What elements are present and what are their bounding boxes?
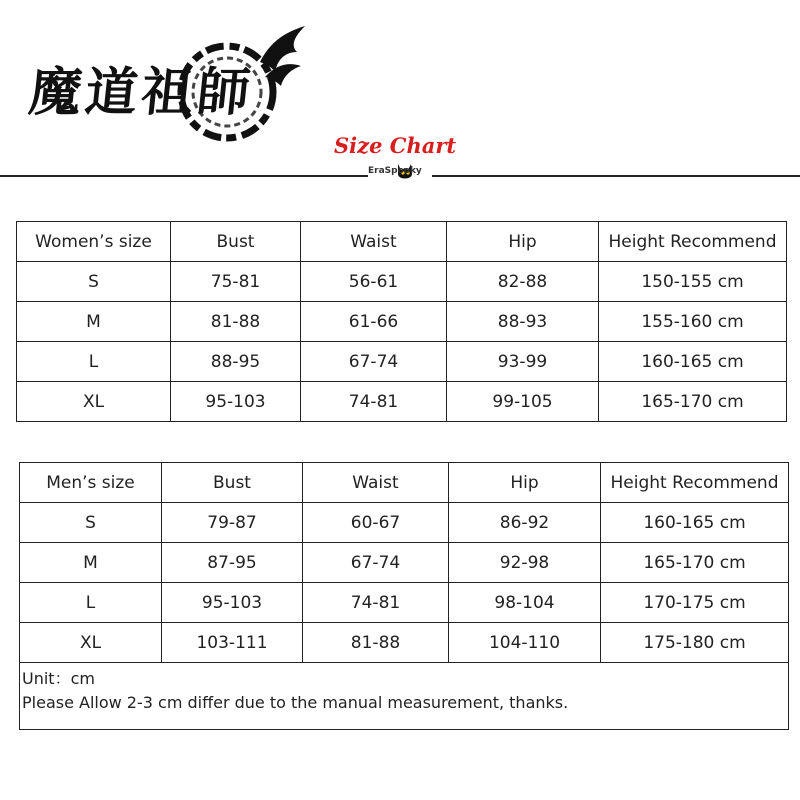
header-cell: Waist (301, 222, 447, 262)
notes-row (20, 663, 789, 730)
table-cell: 92-98 (449, 543, 601, 583)
table-cell: S (17, 262, 171, 302)
table-cell: XL (20, 623, 162, 663)
table-row (20, 543, 789, 583)
table-cell: L (20, 583, 162, 623)
header-cell: Height Recommend (599, 222, 787, 262)
header-cell: Bust (171, 222, 301, 262)
table-cell: 99-105 (447, 382, 599, 422)
table-cell: 61-66 (301, 302, 447, 342)
table-row (17, 382, 787, 422)
table-cell: 60-67 (303, 503, 449, 543)
table-cell: 56-61 (301, 262, 447, 302)
header-cell: Women’s size (17, 222, 171, 262)
table-header-row (20, 463, 789, 503)
table-cell: 74-81 (303, 583, 449, 623)
header-cell: Men’s size (20, 463, 162, 503)
table-cell: 104-110 (449, 623, 601, 663)
table-cell: 75-81 (171, 262, 301, 302)
table-cell: 150-155 cm (599, 262, 787, 302)
table-cell: 160-165 cm (601, 503, 789, 543)
table-cell: M (20, 543, 162, 583)
table-cell: 79-87 (162, 503, 303, 543)
table-cell: 67-74 (303, 543, 449, 583)
table-cell: 88-93 (447, 302, 599, 342)
table-cell: 95-103 (162, 583, 303, 623)
table-cell: 82-88 (447, 262, 599, 302)
table-cell: 86-92 (449, 503, 601, 543)
table-cell: 98-104 (449, 583, 601, 623)
table-cell: 87-95 (162, 543, 303, 583)
unit-note: Unit：cm (22, 669, 95, 688)
table-cell: 170-175 cm (601, 583, 789, 623)
header-cell: Waist (303, 463, 449, 503)
table-row (17, 302, 787, 342)
logo-title: 魔道祖師 (26, 62, 257, 123)
disclaimer-note: Please Allow 2-3 cm differ due to the manual measurement, thanks. (22, 693, 569, 712)
table-cell: 88-95 (171, 342, 301, 382)
table-cell: S (20, 503, 162, 543)
table-row (17, 342, 787, 382)
table-row (17, 262, 787, 302)
table-row (20, 503, 789, 543)
chart-title: Size Chart (334, 133, 457, 158)
table-cell: 81-88 (303, 623, 449, 663)
header-cell: Bust (162, 463, 303, 503)
table-cell: 93-99 (447, 342, 599, 382)
women-size-table (16, 221, 787, 422)
table-cell: XL (17, 382, 171, 422)
header-cell: Hip (447, 222, 599, 262)
table-row (20, 623, 789, 663)
header-cell: Hip (449, 463, 601, 503)
table-cell: 74-81 (301, 382, 447, 422)
table-cell: 103-111 (162, 623, 303, 663)
header-cell: Height Recommend (601, 463, 789, 503)
table-row (20, 583, 789, 623)
table-cell: 160-165 cm (599, 342, 787, 382)
men-size-table (19, 462, 789, 730)
table-cell: L (17, 342, 171, 382)
table-cell: 165-170 cm (599, 382, 787, 422)
table-cell: 175-180 cm (601, 623, 789, 663)
notes-cell (20, 663, 789, 730)
brand-name: EraSpooky (368, 166, 422, 176)
table-cell: 165-170 cm (601, 543, 789, 583)
table-cell: 81-88 (171, 302, 301, 342)
table-header-row (17, 222, 787, 262)
table-cell: 155-160 cm (599, 302, 787, 342)
table-cell: M (17, 302, 171, 342)
table-cell: 67-74 (301, 342, 447, 382)
table-cell: 95-103 (171, 382, 301, 422)
